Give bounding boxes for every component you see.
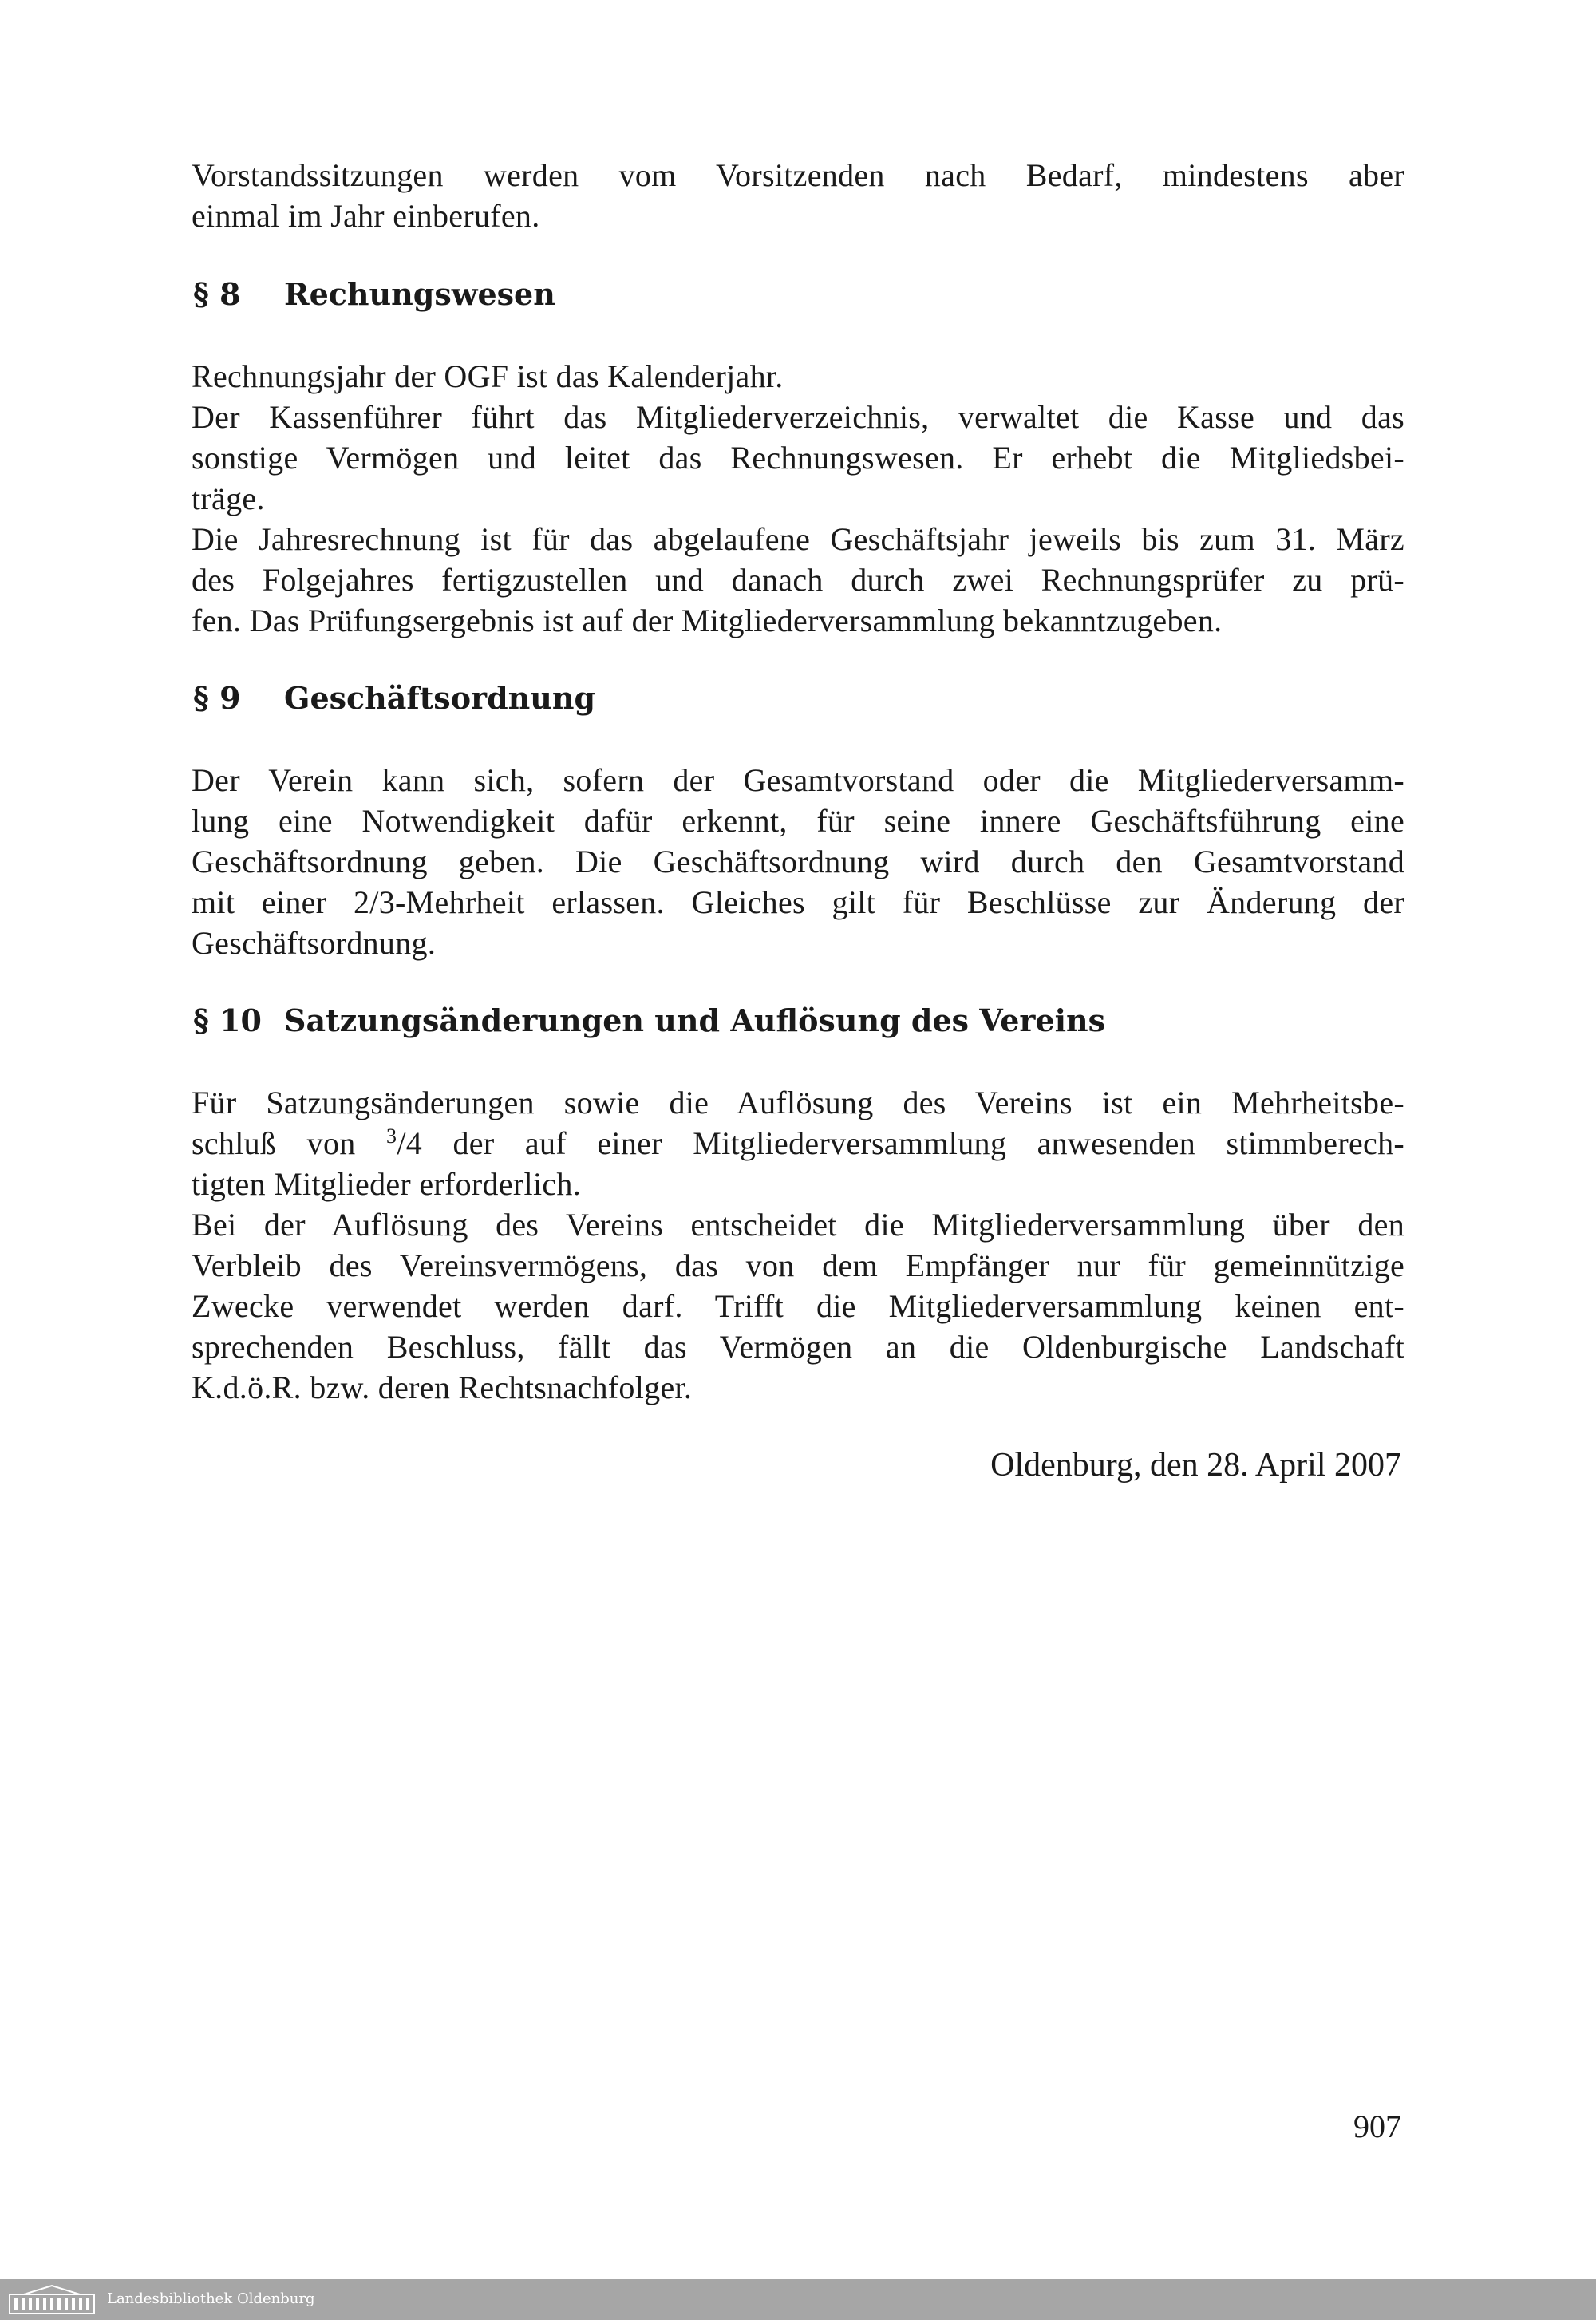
text-line: Rechnungsjahr der OGF ist das Kalenderjahr. [192,358,784,394]
section-10-heading [193,1001,1105,1041]
text-fragment: der auf einer Mitgliederversammlung anwesenden stimmberech- [422,1125,1405,1161]
section-8-body [192,356,1404,641]
section-title: Geschäftsordnung [284,680,596,716]
section-10-body [192,1082,1404,1408]
section-9-heading [193,678,595,718]
fraction-denominator: /4 [397,1125,423,1161]
text-line: Zwecke verwendet werden darf. Trifft die Mitgliederversammlung keinen ent- [192,1288,1404,1324]
text-line: Der Verein kann sich, sofern der Gesamtvorstand oder die Mitgliederversamm- [192,762,1404,798]
intro-paragraph [192,155,1404,236]
fraction-numerator: 3 [386,1124,397,1148]
text-fragment: schluß von [192,1125,387,1161]
text-line: sonstige Vermögen und leitet das Rechnungswesen. Er erhebt die Mitgliedsbei- [192,440,1404,476]
section-8-heading [193,275,555,314]
library-name: Landesbibliothek Oldenburg [107,2290,315,2307]
text-line: mit einer 2/3-Mehrheit erlassen. Gleiches gilt für Beschlüsse zur Änderung der [192,884,1404,920]
text-line: einmal im Jahr einberufen. [192,198,540,234]
section-number: § 9 [193,680,241,716]
text-line-with-fraction [192,1123,1404,1164]
text-line: Vorstandssitzungen werden vom Vorsitzenden nach Bedarf, mindestens aber [192,157,1404,193]
text-line: lung eine Notwendigkeit dafür erkennt, für seine innere Geschäftsführung eine [192,803,1404,839]
library-building-icon [8,2283,96,2315]
text-line: Geschäftsordnung geben. Die Geschäftsordnung wird durch den Gesamtvorstand [192,844,1404,879]
section-number: § 8 [193,276,241,312]
text-line: Bei der Auflösung des Vereins entscheidet die Mitgliederversammlung über den [192,1207,1404,1243]
section-title: Rechungswesen [284,276,555,312]
text-line: Verbleib des Vereinsvermögens, das von dem Empfänger nur für gemeinnützige [192,1247,1404,1283]
text-line: Für Satzungsänderungen sowie die Auflösung des Vereins ist ein Mehrheitsbe- [192,1085,1404,1120]
section-9-body [192,760,1404,963]
text-line: sprechenden Beschluss, fällt das Vermögen an die Oldenburgische Landschaft [192,1329,1404,1365]
place-date: Oldenburg, den 28. April 2007 [990,1447,1401,1484]
section-title: Satzungsänderungen und Auflösung des Vereins [284,1002,1106,1038]
text-line: K.d.ö.R. bzw. deren Rechtsnachfolger. [192,1369,693,1405]
text-line: fen. Das Prüfungsergebnis ist auf der Mitgliederversammlung bekanntzugeben. [192,603,1223,638]
text-line: tigten Mitglieder erforderlich. [192,1166,582,1202]
page-number: 907 [1353,2109,1401,2144]
text-line: Die Jahresrechnung ist für das abgelaufene Geschäftsjahr jeweils bis zum 31. März [192,521,1404,557]
section-number: § 10 [193,1002,262,1038]
text-line: Geschäftsordnung. [192,925,437,961]
text-line: des Folgejahres fertigzustellen und danach durch zwei Rechnungsprüfer zu prü- [192,562,1404,598]
library-footer-bar [0,2279,1596,2320]
text-line: Der Kassenführer führt das Mitgliederverzeichnis, verwaltet die Kasse und das [192,399,1404,435]
text-line: träge. [192,480,265,516]
